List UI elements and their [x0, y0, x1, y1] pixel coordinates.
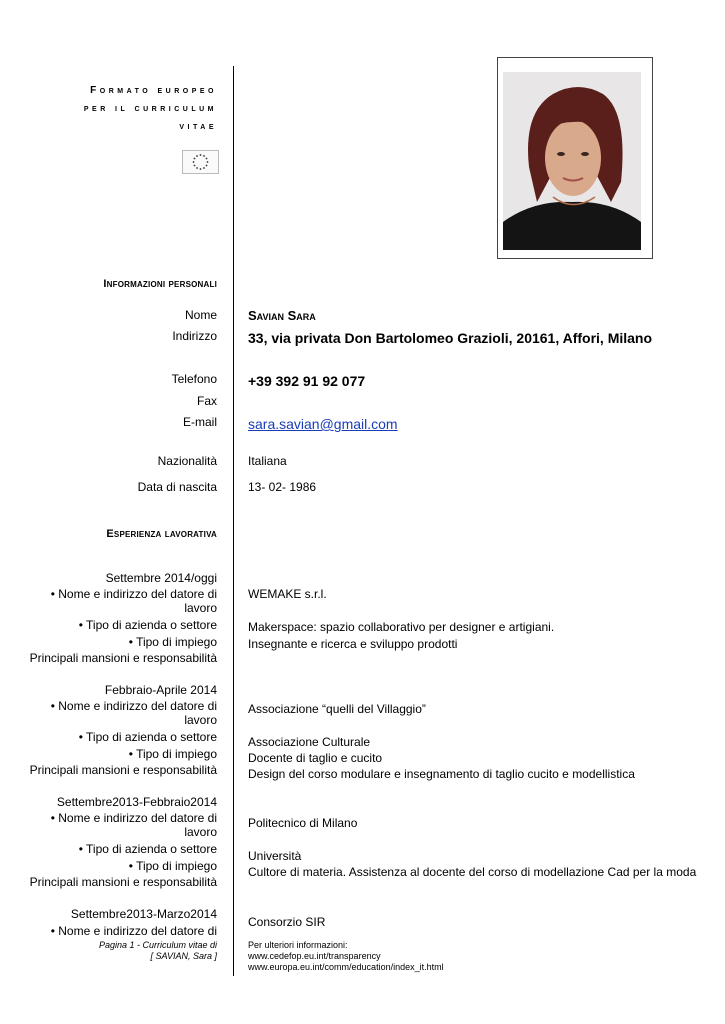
entry-period: Settembre 2014/oggi — [105, 571, 217, 585]
cv-title-line-3: vitae — [179, 121, 217, 132]
birth-label: Data di nascita — [137, 480, 217, 494]
email-label: E-mail — [182, 415, 217, 429]
employer-value: Associazione “quelli del Villaggio” — [248, 702, 426, 716]
employer-label: • Nome e indirizzo del datore di — [50, 587, 217, 601]
phone-value: +39 392 91 92 077 — [248, 373, 366, 389]
name-value: Savian Sara — [248, 308, 316, 323]
address-value: 33, via privata Don Bartolomeo Grazioli, 20161, Affori, Milano — [248, 330, 653, 346]
entry-period: Febbraio-Aprile 2014 — [104, 683, 217, 697]
sector-label: • Tipo di azienda o settore — [78, 618, 217, 632]
duties-label: Principali mansioni e responsabilità — [29, 875, 217, 889]
entry-period: Settembre2013-Febbraio2014 — [56, 795, 217, 809]
cv-title-line-2: per il curriculum — [83, 103, 217, 114]
section-title-experience: Esperienza lavorativa — [106, 528, 217, 540]
entry-period: Settembre2013-Marzo2014 — [70, 907, 217, 921]
nationality-value: Italiana — [248, 454, 287, 468]
column-divider — [233, 66, 234, 976]
footer-info-title: Per ulteriori informazioni: — [248, 940, 348, 950]
sector-value: Associazione Culturale — [248, 735, 371, 749]
duties-label: Principali mansioni e responsabilità — [29, 763, 217, 777]
footer-author: [ SAVIAN, Sara ] — [150, 951, 217, 961]
fax-label: Fax — [196, 394, 217, 408]
birth-value: 13- 02- 1986 — [248, 480, 317, 494]
role-label: • Tipo di impiego — [128, 859, 217, 873]
employer-value: Consorzio SIR — [248, 915, 326, 929]
footer-link-europa[interactable]: www.europa.eu.int/comm/education/index_it.html — [248, 962, 444, 972]
sector-value: Università — [248, 849, 302, 863]
eu-flag-icon — [182, 150, 219, 174]
sector-label: • Tipo di azienda o settore — [78, 730, 217, 744]
footer-page-info: Pagina 1 - Curriculum vitae di — [98, 940, 217, 950]
sector-label: • Tipo di azienda o settore — [78, 842, 217, 856]
address-label: Indirizzo — [172, 329, 217, 343]
nationality-label: Nazionalità — [157, 454, 217, 468]
name-label: Nome — [184, 308, 217, 322]
employer-value: WEMAKE s.r.l. — [248, 587, 327, 601]
profile-photo — [503, 72, 641, 250]
role-value: Insegnante e ricerca e sviluppo prodotti — [248, 637, 458, 651]
duties-value: Design del corso modulare e insegnamento di taglio cucito e modellistica — [248, 767, 635, 781]
sector-value: Makerspace: spazio collaborativo per designer e artigiani. — [248, 620, 555, 634]
employer-label: • Nome e indirizzo del datore di — [50, 811, 217, 825]
employer-label-cont: lavoro — [184, 825, 217, 839]
role-value: Cultore di materia. Assistenza al docente del corso di modellazione Cad per la moda — [248, 865, 697, 879]
section-title-personal: Informazioni personali — [103, 278, 217, 290]
cv-title — [84, 82, 217, 136]
role-label: • Tipo di impiego — [128, 747, 217, 761]
role-label: • Tipo di impiego — [128, 635, 217, 649]
cv-title-line-1: Formato europeo — [90, 85, 217, 96]
role-value: Docente di taglio e cucito — [248, 751, 383, 765]
email-link[interactable]: sara.savian@gmail.com — [248, 416, 398, 432]
employer-label-cont: lavoro — [184, 601, 217, 615]
employer-label-cont: lavoro — [184, 713, 217, 727]
phone-label: Telefono — [171, 372, 217, 386]
employer-label: • Nome e indirizzo del datore di — [50, 699, 217, 713]
footer-link-cedefop[interactable]: www.cedefop.eu.int/transparency — [248, 951, 381, 961]
employer-label: • Nome e indirizzo del datore di — [50, 924, 217, 938]
employer-value: Politecnico di Milano — [248, 816, 358, 830]
duties-label: Principali mansioni e responsabilità — [29, 651, 217, 665]
